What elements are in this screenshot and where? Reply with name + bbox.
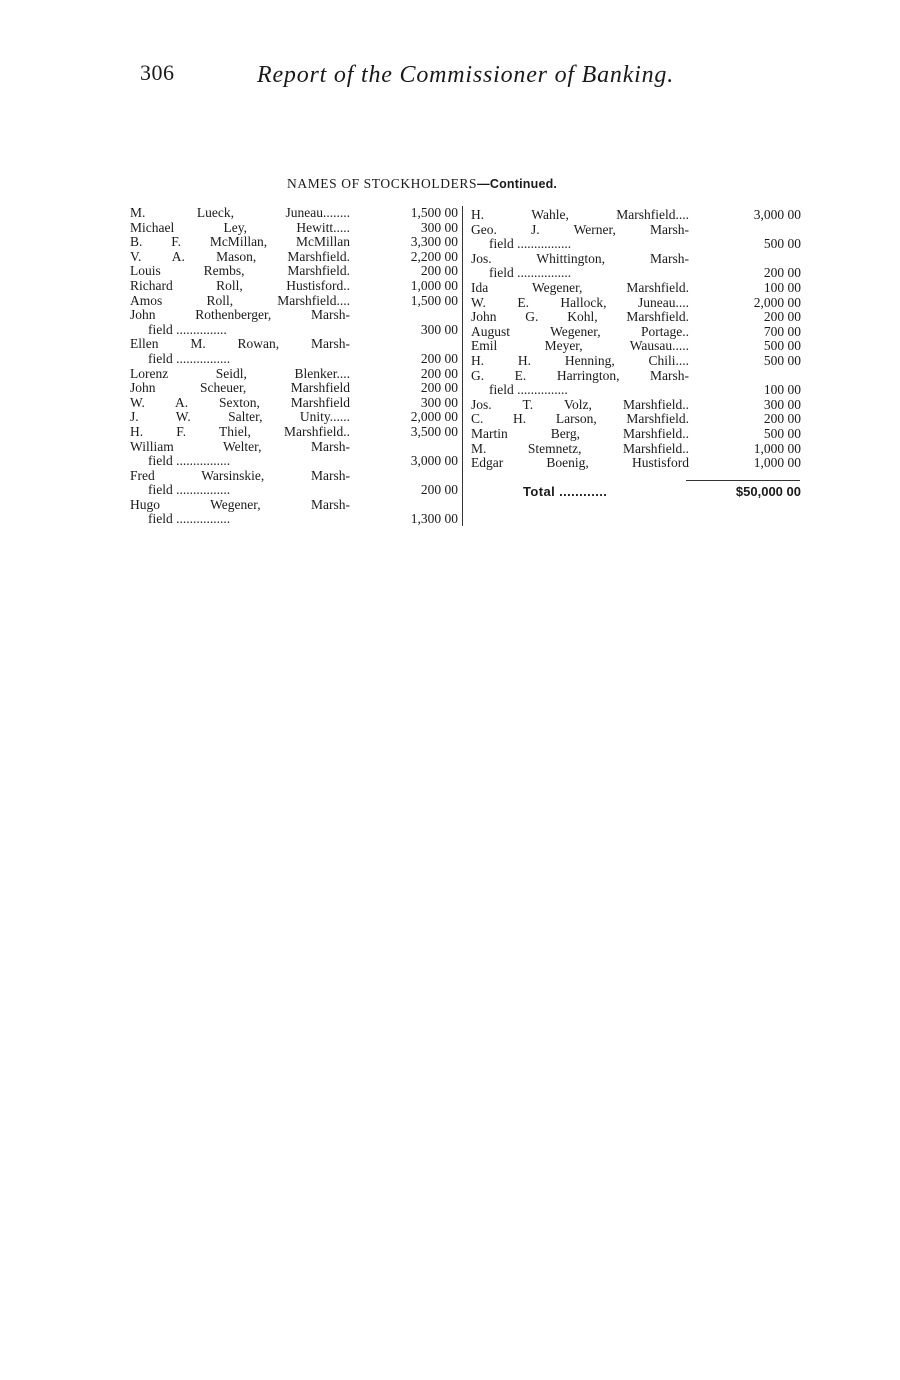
total-row (471, 485, 801, 500)
stockholder-name (471, 412, 689, 427)
stockholder-row (471, 442, 801, 457)
stockholder-name-text: Fred Warsinskie, Marsh- (130, 468, 350, 483)
stockholder-name-text: V. A. Mason, Marshfield. (130, 249, 350, 264)
stockholder-name-text: H. Wahle, Marshfield.... (471, 208, 689, 222)
stockholder-name (471, 456, 689, 471)
stockholder-name-text: W. A. Sexton, Marshfield (130, 395, 350, 410)
stockholder-name-continuation: field ................ (148, 453, 231, 469)
total-amount: $50,000 00 (735, 483, 801, 499)
stockholder-name (130, 381, 350, 396)
stockholders-left-column (130, 206, 458, 527)
stockholder-name (130, 498, 350, 527)
stockholder-name (130, 410, 350, 425)
stockholder-name-text: W. E. Hallock, Juneau.... (471, 295, 689, 310)
stockholder-row (471, 281, 801, 296)
stockholder-row (471, 223, 801, 252)
stockholder-name (471, 208, 689, 223)
stockholder-amount: 1,500 00 (410, 292, 458, 308)
stockholder-name-text: Martin Berg, Marshfield.. (471, 426, 689, 441)
stockholder-name-continuation: field ................ (489, 265, 572, 281)
stockholder-amount: 1,000 00 (753, 455, 801, 471)
stockholder-name-text: M. Stemnetz, Marshfield.. (471, 441, 689, 456)
stockholder-row (130, 440, 458, 469)
table-title-suffix: —Continued. (477, 177, 558, 191)
stockholder-row (130, 308, 458, 337)
stockholder-amount: 2,200 00 (410, 248, 458, 264)
stockholder-amount: 2,000 00 (410, 409, 458, 425)
stockholder-row (130, 294, 458, 309)
stockholder-row (130, 250, 458, 265)
stockholder-name-continuation: field ................ (148, 350, 231, 366)
stockholder-name-text: John Scheuer, Marshfield (130, 381, 350, 396)
running-title: Report of the Commissioner of Banking. (257, 62, 675, 88)
stockholder-amount: 300 00 (420, 219, 458, 235)
stockholder-name-text: H. H. Henning, Chili.... (471, 353, 689, 368)
stockholder-name (471, 354, 689, 369)
stockholder-amount: 300 00 (763, 396, 801, 412)
stockholder-row (471, 412, 801, 427)
stockholder-name (471, 442, 689, 457)
stockholder-name (130, 206, 350, 221)
stockholder-amount: 500 00 (763, 352, 801, 368)
stockholder-name-text: Michael Ley, Hewitt..... (130, 220, 350, 235)
stockholder-name-continuation: field ................ (148, 482, 231, 498)
stockholder-name-text: M. Lueck, Juneau........ (130, 206, 350, 220)
stockholder-amount: 500 00 (763, 236, 801, 252)
stockholder-name-text: G. E. Harrington, Marsh- (471, 368, 689, 383)
stockholder-name (471, 296, 689, 311)
stockholder-name (130, 396, 350, 411)
stockholder-name (471, 369, 689, 398)
stockholder-amount: 300 00 (420, 394, 458, 410)
stockholder-name (471, 398, 689, 413)
stockholder-name-text: John G. Kohl, Marshfield. (471, 310, 689, 325)
stockholder-amount: 1,000 00 (753, 440, 801, 456)
stockholder-amount: 3,000 00 (753, 207, 801, 222)
stockholder-name-text: H. F. Thiel, Marshfield.. (130, 424, 350, 439)
stockholder-amount: 700 00 (763, 323, 801, 339)
stockholder-amount: 500 00 (763, 425, 801, 441)
stockholder-row (471, 398, 801, 413)
stockholder-row (471, 369, 801, 398)
stockholder-name (130, 235, 350, 250)
stockholder-row (471, 208, 801, 223)
stockholder-name-continuation: field ............... (489, 382, 568, 398)
stockholder-row (130, 396, 458, 411)
stockholder-name (130, 337, 350, 366)
stockholder-name-text: B. F. McMillan, McMillan (130, 235, 350, 250)
stockholder-name (471, 281, 689, 296)
stockholder-row (130, 235, 458, 250)
stockholder-row (130, 425, 458, 440)
stockholder-name-text: Lorenz Seidl, Blenker.... (130, 366, 350, 381)
stockholder-row (471, 310, 801, 325)
stockholder-name-continuation: field ................ (148, 511, 231, 527)
stockholder-row (130, 221, 458, 236)
stockholder-amount: 200 00 (420, 482, 458, 498)
stockholder-name-text: Jos. T. Volz, Marshfield.. (471, 397, 689, 412)
stockholder-row (130, 410, 458, 425)
stockholder-name (471, 427, 689, 442)
stockholder-name (471, 223, 689, 252)
total-rule (686, 480, 800, 481)
stockholder-name-text: Edgar Boenig, Hustisford (471, 456, 689, 471)
stockholder-amount: 200 00 (420, 350, 458, 366)
page-number: 306 (140, 60, 175, 85)
stockholder-name-text: Ida Wegener, Marshfield. (471, 280, 689, 295)
stockholder-row (471, 339, 801, 354)
stockholder-name (130, 440, 350, 469)
stockholder-name-text: August Wegener, Portage.. (471, 324, 689, 339)
table-title (287, 176, 557, 192)
stockholder-name (471, 325, 689, 340)
stockholder-amount: 200 00 (763, 411, 801, 427)
stockholder-row (471, 427, 801, 442)
stockholder-amount: 3,000 00 (410, 453, 458, 469)
stockholder-name (130, 279, 350, 294)
stockholder-name-text: William Welter, Marsh- (130, 439, 350, 454)
stockholder-name (471, 339, 689, 354)
table-title-main: NAMES OF STOCKHOLDERS (287, 176, 478, 191)
stockholder-name-text: Geo. J. Werner, Marsh- (471, 222, 689, 237)
stockholder-name-text: C. H. Larson, Marshfield. (471, 412, 689, 427)
stockholder-name-text: Louis Rembs, Marshfield. (130, 264, 350, 279)
stockholder-row (471, 252, 801, 281)
stockholder-row (130, 367, 458, 382)
stockholder-name (130, 469, 350, 498)
stockholder-name (130, 294, 350, 309)
stockholder-row (130, 206, 458, 221)
stockholder-row (130, 381, 458, 396)
stockholder-name-text: J. W. Salter, Unity...... (130, 410, 350, 425)
stockholder-row (471, 456, 801, 471)
stockholders-right-column (471, 208, 801, 499)
stockholder-amount: 1,500 00 (410, 205, 458, 220)
stockholder-row (130, 469, 458, 498)
stockholder-name (471, 252, 689, 281)
stockholder-name-text: Richard Roll, Hustisford.. (130, 278, 350, 293)
column-divider (462, 206, 463, 526)
stockholder-name (471, 310, 689, 325)
total-label: Total ............ (523, 483, 608, 499)
stockholder-name (130, 221, 350, 236)
stockholder-amount: 3,500 00 (410, 423, 458, 439)
stockholder-amount: 500 00 (763, 338, 801, 354)
stockholder-amount: 1,000 00 (410, 277, 458, 293)
stockholder-name-text: Jos. Whittington, Marsh- (471, 251, 689, 266)
stockholder-row (471, 296, 801, 311)
stockholder-name (130, 308, 350, 337)
stockholder-row (130, 498, 458, 527)
stockholder-amount: 3,300 00 (410, 234, 458, 250)
stockholder-row (130, 337, 458, 366)
stockholder-name-text: Ellen M. Rowan, Marsh- (130, 337, 350, 352)
stockholder-row (471, 354, 801, 369)
stockholder-name-continuation: field ............... (148, 321, 227, 337)
stockholder-name (130, 367, 350, 382)
stockholder-amount: 200 00 (420, 365, 458, 381)
stockholder-amount: 2,000 00 (753, 294, 801, 310)
stockholder-amount: 100 00 (763, 279, 801, 295)
stockholder-amount: 300 00 (420, 321, 458, 337)
stockholder-amount: 1,300 00 (410, 511, 458, 527)
stockholder-name (130, 264, 350, 279)
stockholder-name-text: John Rothenberger, Marsh- (130, 308, 350, 323)
stockholder-amount: 200 00 (763, 309, 801, 325)
stockholder-name-text: Emil Meyer, Wausau..... (471, 339, 689, 354)
stockholder-amount: 100 00 (763, 382, 801, 398)
stockholder-name (130, 250, 350, 265)
stockholder-row (471, 325, 801, 340)
stockholder-name (130, 425, 350, 440)
stockholder-amount: 200 00 (420, 263, 458, 279)
stockholder-name-continuation: field ................ (489, 236, 572, 252)
stockholder-row (130, 264, 458, 279)
stockholder-row (130, 279, 458, 294)
stockholder-name-text: Amos Roll, Marshfield.... (130, 293, 350, 308)
stockholder-amount: 200 00 (763, 265, 801, 281)
stockholder-amount: 200 00 (420, 380, 458, 396)
stockholder-name-text: Hugo Wegener, Marsh- (130, 497, 350, 512)
